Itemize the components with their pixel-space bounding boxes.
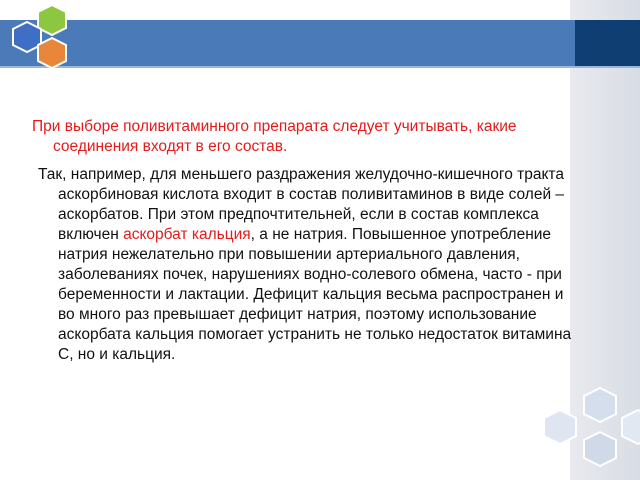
- highlighted-term: аскорбат кальция: [123, 226, 251, 243]
- body-text-end: , а не натрия. Повышенное употребление натрия нежелательно при повышении артериального давления, заболеваниях почек, нарушениях водно-солевого обмена, часто - при беременности и лактации. Дефицит кальция весьма распространен и во много раз превышает дефицит натрия, поэтому использование аскорбата кальция помогает устранить не только недостаток витамина С, но и кальция.: [58, 226, 572, 363]
- header-underline: [0, 66, 640, 68]
- header-dark-block: [575, 20, 640, 66]
- hexagon-logo-icon: [0, 0, 80, 80]
- watermark-text: www.themegallery.com: [455, 457, 558, 468]
- header-bar: [0, 20, 640, 66]
- body-text-start: Так, например, для меньшего раздражения желудочно-кишечного тракта аскорбиновая кислота входит в состав поливитаминов в виде солей – аскорбатов. При этом предпочтительней, если в состав комплекса включен: [38, 166, 565, 243]
- body-paragraph: [32, 165, 572, 365]
- intro-paragraph: При выборе поливитаминного препарата следует учитывать, какие соединения входят в его состав.: [32, 118, 517, 155]
- slide-content: [32, 117, 572, 365]
